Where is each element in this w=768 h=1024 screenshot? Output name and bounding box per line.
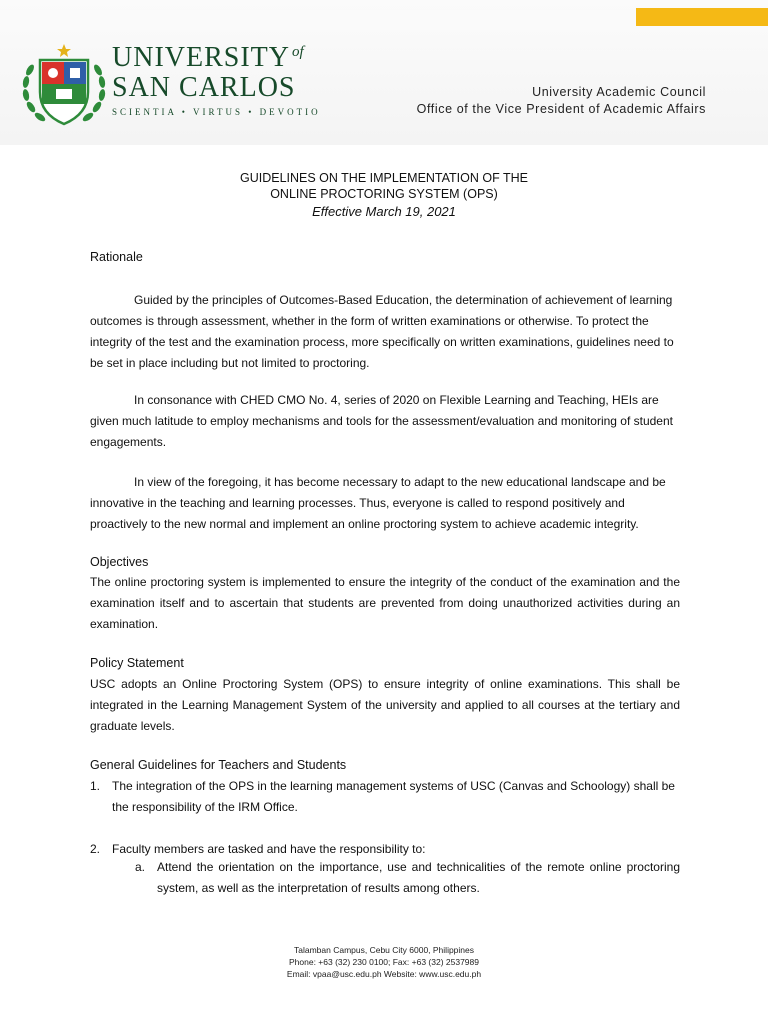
rationale-paragraph-2: In consonance with CHED CMO No. 4, series of 2020 on Flexible Learning and Teaching, HEIs are given much latitude to employ mechanisms and tools for the assessment/evaluation and monitoring of student engagements.	[90, 393, 673, 449]
office-line1: University Academic Council	[532, 85, 706, 99]
university-name-line1: UNIVERSITY	[112, 42, 290, 73]
rationale-heading: Rationale	[90, 250, 143, 264]
university-name-of: of	[292, 43, 304, 60]
policy-paragraph: USC adopts an Online Proctoring System (OPS) to ensure integrity of online examinations. This shall be integrated in the Learning Management System of the university and applied to all courses at the tertiary and graduate levels.	[90, 677, 680, 733]
list-item-text: The integration of the OPS in the learning management systems of USC (Canvas and Schoology) shall be the responsibility of the IRM Office.	[112, 779, 675, 814]
objectives-heading: Objectives	[90, 555, 149, 569]
title-line2: ONLINE PROCTORING SYSTEM (OPS)	[270, 187, 498, 201]
guidelines-heading: General Guidelines for Teachers and Students	[90, 758, 347, 772]
rationale-paragraph-3: In view of the foregoing, it has become necessary to adapt to the new educational landscape and be innovative in the teaching and learning processes. Thus, everyone is called to respond positively and proactively to the new normal and implement an online proctoring system to achieve academic integrity.	[90, 475, 666, 531]
rationale-paragraph-1: Guided by the principles of Outcomes-Based Education, the determination of achievement of learning outcomes is through assessment, whether in the form of written examinations or otherwise. To protect the integrity of the test and the examination process, more specifically on written examinations, guidelines need to be set in place including but not limited to proctoring.	[90, 293, 674, 370]
university-name-line2: SAN CARLOS	[112, 72, 296, 103]
effective-date: Effective March 19, 2021	[312, 204, 456, 219]
footer-contact: Email: vpaa@usc.edu.ph Website: www.usc.edu.ph	[286, 969, 482, 979]
office-block	[417, 84, 706, 118]
document-title	[0, 170, 768, 220]
university-name	[112, 44, 321, 117]
sub-list-item-text: Attend the orientation on the importance, use and technicalities of the remote online proctoring system, as well as the interpretation of results among others.	[157, 860, 680, 895]
policy-heading: Policy Statement	[90, 656, 184, 670]
footer-phone: Phone: +63 (32) 230 0100; Fax: +63 (32) 2537989	[289, 957, 479, 967]
list-item-text: Faculty members are tasked and have the responsibility to:	[112, 842, 426, 856]
accent-bar	[636, 8, 768, 26]
title-line1: GUIDELINES ON THE IMPLEMENTATION OF THE	[239, 171, 528, 185]
sub-list-item-letter: a.	[135, 860, 146, 874]
footer	[0, 944, 768, 980]
list-item-number: 1.	[90, 779, 101, 793]
objectives-paragraph: The online proctoring system is implemented to ensure the integrity of the conduct of the examination and the examination itself and to ascertain that students are prevented from doing unauthorized activities during an examination.	[90, 575, 680, 631]
university-motto: SCIENTIA • VIRTUS • DEVOTIO	[112, 107, 321, 117]
list-item-number: 2.	[90, 842, 101, 856]
office-line2: Office of the Vice President of Academic Affairs	[416, 102, 706, 116]
university-seal-logo	[18, 40, 110, 130]
footer-address: Talamban Campus, Cebu City 6000, Philippines	[293, 945, 474, 955]
